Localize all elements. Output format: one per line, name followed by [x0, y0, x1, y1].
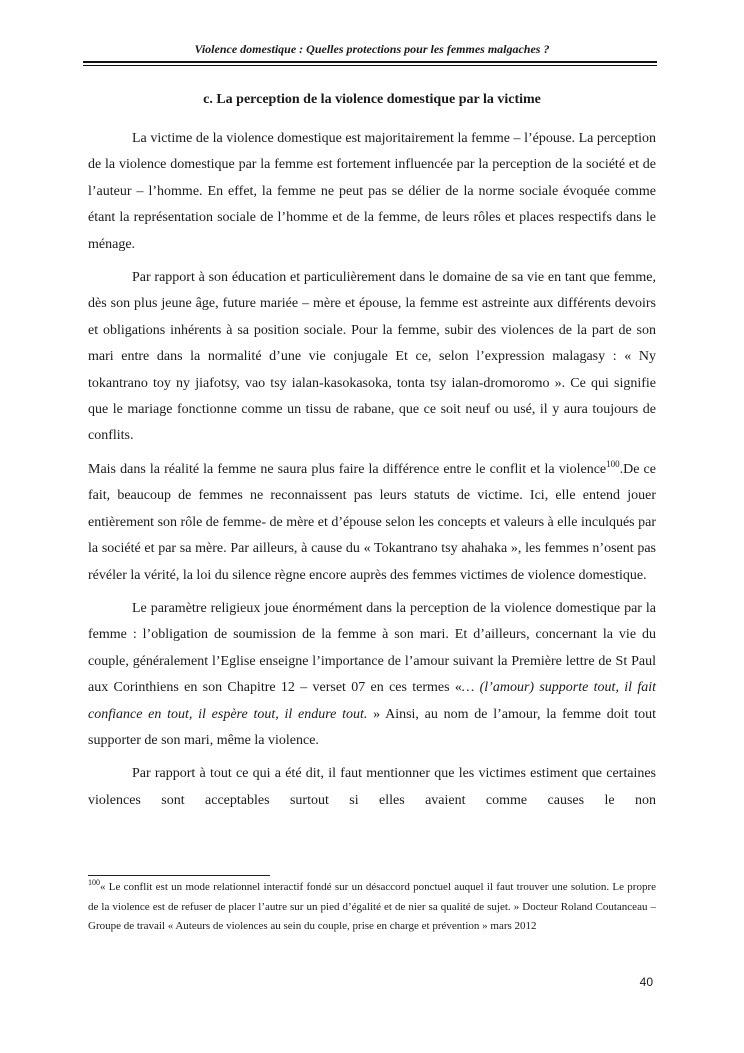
bible-quote: … (l’amour) supporte tout, il fait confiance en tout, il espère tout, il endure tout.: [88, 680, 656, 722]
paragraph-4-start: Le paramètre religieux joue énormément dans la perception de la violence domestique par la femme : l’obligation de soumission de la femme à son mari. Et d’ailleurs, concernant la vie du couple, généralement l’Eglise enseigne l’importance de l’amour suivant la Première lettre de St Paul aux Corinthiens en son Chapitre 12 – verset 07 en ces termes «: [88, 600, 656, 696]
section-title: c. La perception de la violence domestique par la victime: [203, 92, 541, 107]
paragraph-3-start: Mais dans la réalité la femme ne saura plus faire la différence entre le conflit et la violence: [88, 461, 607, 477]
paragraph-4-end: » Ainsi, au nom de l’amour, la femme doit tout supporter de son mari, même la violence.: [88, 706, 657, 748]
footnote-separator: [88, 875, 270, 876]
page-number: 40: [639, 975, 653, 989]
paragraph-5: Par rapport à tout ce qui a été dit, il faut mentionner que les victimes estiment que certaines violences sont acceptables surtout si elles avaient comme causes le non: [88, 766, 656, 808]
header-rule: [83, 61, 657, 63]
paragraph-3: [88, 457, 656, 589]
footnote-number: 100: [88, 878, 100, 887]
paragraph-1: La victime de la violence domestique est majoritairement la femme – l’épouse. La perception de la violence domestique par la femme est fortement influencée par la perception de la société et de l’auteur – l’homme. En effet, la femme ne peut pas se délier de la norme sociale évoquée comme étant la représentation sociale de l’homme et de la femme, de leurs rôles et places respectifs dans le ménage.: [88, 131, 656, 252]
running-header: Violence domestique : Quelles protections pour les femmes malgaches ?: [194, 42, 550, 56]
footnote: [88, 878, 656, 937]
paragraph-2: Par rapport à son éducation et particulièrement dans le domaine de sa vie en tant que femme, dès son plus jeune âge, future mariée – mère et épouse, la femme est astreinte aux différents devoirs et obligations inhérents à sa position sociale. Pour la femme, subir des violences de la part de son mari entre dans la normalité d’une vie conjugale Et ce, selon l’expression malagasy : « Ny tokantrano toy ny jiafotsy, vao tsy ialan-kasokasoka, tonta tsy ialan-dromoromo ». Ce qui signifie que le mariage fonctionne comme un tissu de rabane, que ce soit neuf ou usé, il y aura toujours de conflits.: [88, 270, 656, 444]
paragraph-3-end: .De ce fait, beaucoup de femmes ne reconnaissent pas leurs statuts de victime. Ici, elle entend jouer entièrement son rôle de femme- de mère et d’épouse selon les concepts et valeurs à elle inculqués par la société et par sa mère. Par ailleurs, à cause du « Tokantrano tsy ahahaka », les femmes n’osent pas révéler la vérité, la loi du silence règne encore auprès des femmes victimes de violence domestique.: [88, 461, 656, 583]
footnote-reference: 100: [606, 458, 620, 469]
body-text: [88, 126, 656, 821]
header-rule-thin: [83, 65, 657, 66]
footnote-text: « Le conflit est un mode relationnel interactif fondé sur un désaccord ponctuel auquel il faut trouver une solution. Le propre de la violence est de refuser de placer l’autre sur un pied d’égalité et de nier sa qualité de sujet. » Docteur Roland Coutanceau – Groupe de travail « Auteurs de violences au sein du couple, prise en charge et prévention » mars 2012: [88, 881, 656, 932]
paragraph-4: [88, 596, 656, 754]
